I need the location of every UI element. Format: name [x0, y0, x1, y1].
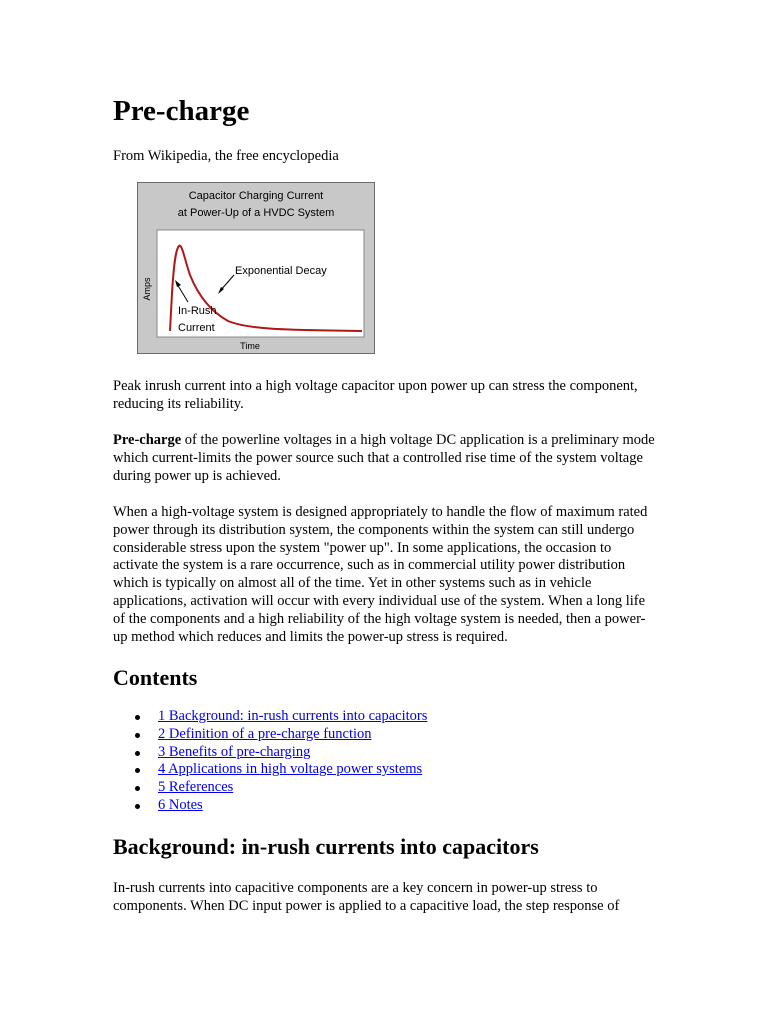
background-paragraph: In-rush currents into capacitive components are a key concern in power-up stress to components. When DC input power is applied to a capacitive load, the step response of	[113, 880, 620, 914]
toc-link-notes[interactable]: 6 Notes	[158, 796, 203, 813]
toc-item	[113, 761, 427, 779]
toc-link-background[interactable]: 1 Background: in-rush currents into capacitors	[158, 708, 428, 724]
toc-item	[113, 708, 427, 726]
toc-item	[113, 779, 427, 797]
table-of-contents	[113, 708, 427, 815]
bullet-icon	[135, 733, 140, 738]
bullet-icon	[135, 786, 140, 791]
definition-paragraph	[113, 432, 658, 485]
bullet-icon	[135, 751, 140, 756]
x-axis-label: Time	[240, 341, 260, 351]
bullet-icon	[135, 715, 140, 720]
definition-text: of the powerline voltages in a high voltage DC application is a preliminary mode which current-limits the power source such that a controlled rise time of the system voltage during power up is achieved.	[113, 432, 655, 484]
toc-link-references[interactable]: 5 References	[158, 779, 234, 796]
exponential-decay-label: Exponential Decay	[235, 265, 327, 277]
bullet-icon	[135, 768, 140, 773]
description-paragraph: When a high-voltage system is designed appropriately to handle the flow of maximum rated power through its distribution system, the components within the system can still undergo considerable stress upon the system "power up". In some applications, the occasion to activate the system is a rare occurrence, such as in commercial utility power distribution which is typically on almost all of the time. Yet in other systems such as in vehicle applications, activation will occur with every individual use of the system. When a long life of the components and a high reliability of the high voltage system is needed, then a power-up method which reduces and limits the power-up stress is required.	[113, 504, 648, 645]
y-axis-label: Amps	[142, 277, 152, 301]
toc-item	[113, 797, 427, 815]
page-title: Pre-charge	[113, 95, 250, 127]
plot-area	[157, 230, 364, 337]
bold-term: Pre-charge	[113, 432, 182, 448]
toc-item	[113, 744, 427, 762]
intro-paragraph: Peak inrush current into a high voltage capacitor upon power up can stress the component, reducing its reliability.	[113, 378, 638, 412]
figure-graphic	[138, 183, 376, 355]
section-heading-background: Background: in-rush currents into capacitors	[113, 834, 539, 859]
inrush-label-line1: In-Rush	[178, 305, 217, 317]
contents-heading: Contents	[113, 665, 198, 690]
figure-title-line2: at Power-Up of a HVDC System	[177, 207, 335, 219]
toc-link-benefits[interactable]: 3 Benefits of pre-charging	[158, 743, 311, 760]
capacitor-charging-figure[interactable]	[137, 182, 375, 354]
toc-item	[113, 726, 427, 744]
bullet-icon	[135, 804, 140, 809]
figure-title-line1: Capacitor Charging Current	[188, 190, 324, 202]
toc-link-applications[interactable]: 4 Applications in high voltage power systems	[158, 761, 423, 778]
inrush-label-line2: Current	[178, 322, 215, 334]
page-subtitle: From Wikipedia, the free encyclopedia	[113, 148, 339, 164]
toc-link-definition[interactable]: 2 Definition of a pre-charge function	[158, 725, 372, 742]
